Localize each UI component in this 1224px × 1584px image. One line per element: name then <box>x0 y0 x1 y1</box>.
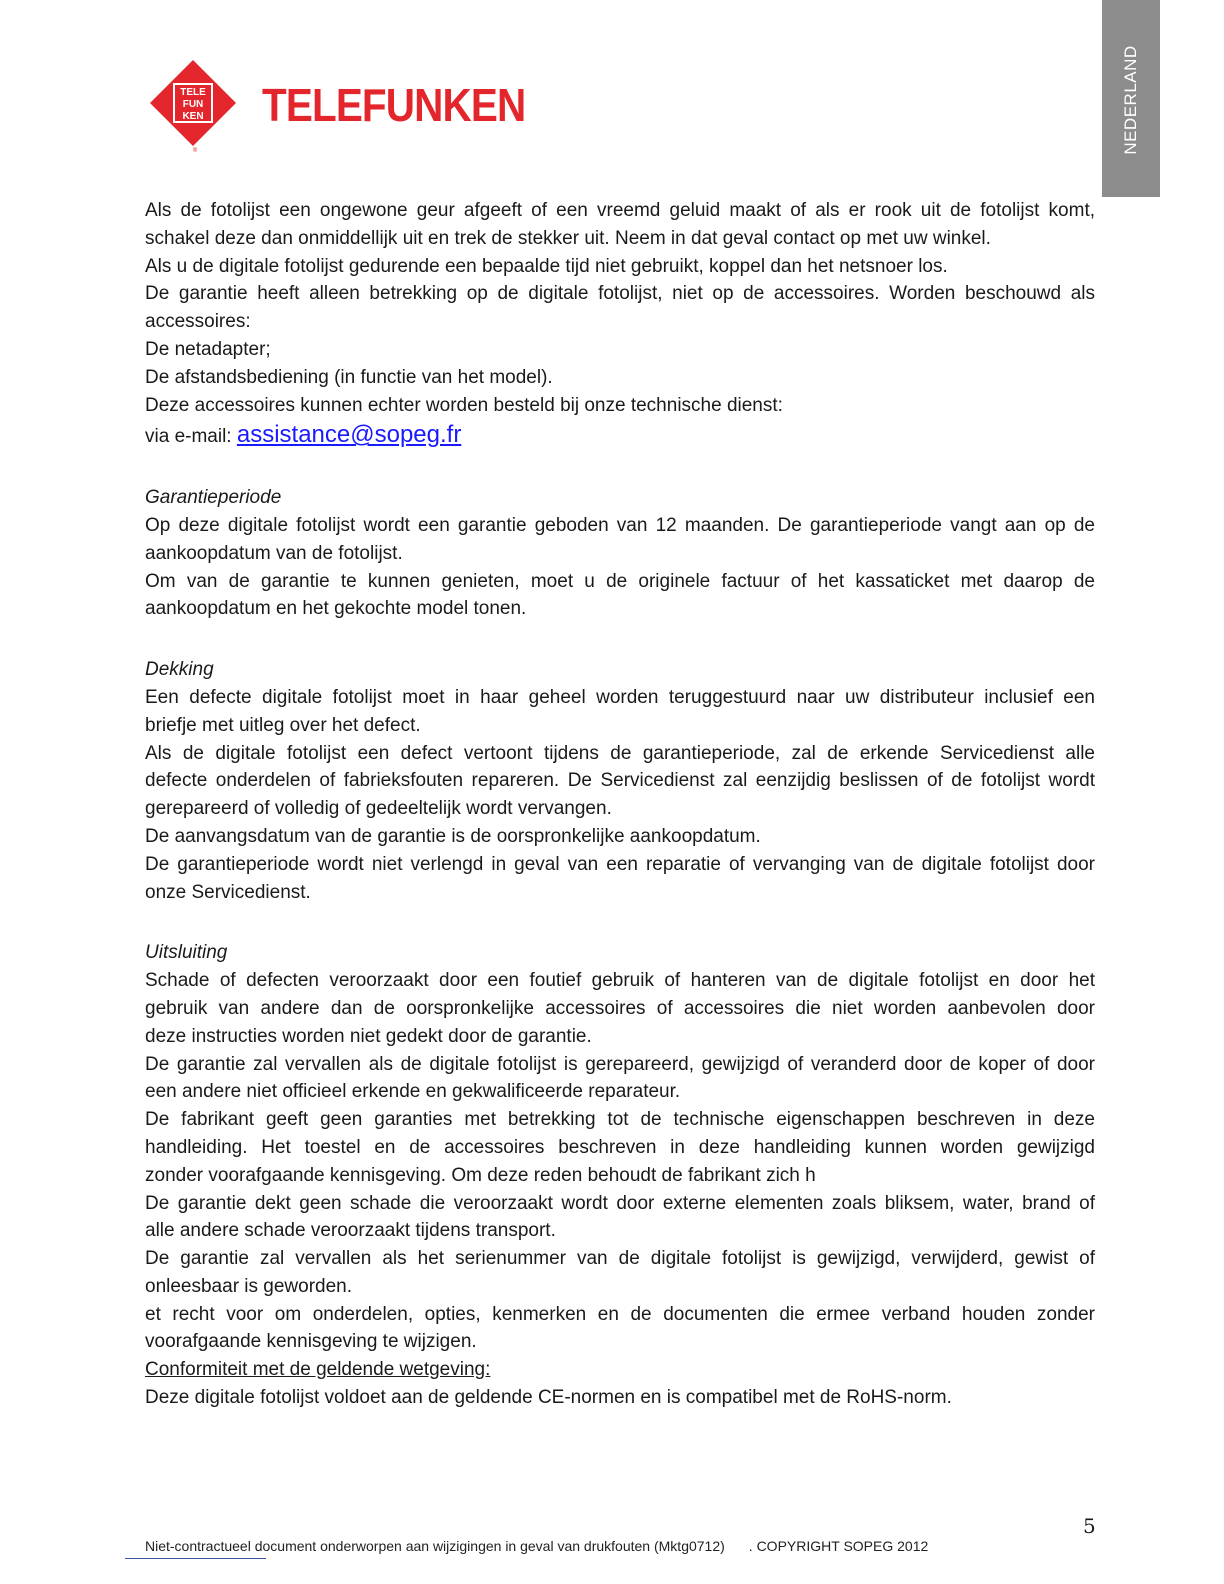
text-line: De afstandsbediening (in functie van het model). <box>145 366 553 388</box>
email-label: via e-mail: <box>145 426 237 448</box>
text-line: gebruik van andere dan de oorspronkelijke accessoires of accessoires die niet worden aanbevolen door <box>145 997 1095 1019</box>
footer-rule <box>125 1558 266 1559</box>
email-line <box>145 421 1095 451</box>
footer-disclaimer: Niet-contractueel document onderworpen aan wijzigingen in geval van drukfouten (Mktg0712) <box>145 1538 725 1554</box>
text-line: deze instructies worden niet gedekt door de garantie. <box>145 1025 592 1047</box>
text-line: gerepareerd of volledig of gedeeltelijk wordt vervangen. <box>145 798 612 820</box>
text-line: zonder voorafgaande kennisgeving. Om deze reden behoudt de fabrikant zich h <box>145 1164 816 1186</box>
text-line: een andere niet officieel erkende en gekwalificeerde reparateur. <box>145 1081 681 1103</box>
text-line: De fabrikant geeft geen garanties met betrekking tot de technische eigenschappen beschreven in deze <box>145 1109 1095 1131</box>
text-line: De garantie zal vervallen als de digitale fotolijst is gerepareerd, gewijzigd of veranderd door de koper of door <box>145 1053 1095 1075</box>
text-line: Als u de digitale fotolijst gedurende een bepaalde tijd niet gebruikt, koppel dan het netsnoer los. <box>145 255 948 277</box>
svg-text:FUN: FUN <box>182 99 204 110</box>
text-line: briefje met uitleg over het defect. <box>145 714 421 736</box>
text-line: onze Servicedienst. <box>145 881 311 903</box>
email-link[interactable]: assistance@sopeg.fr <box>236 421 462 449</box>
text-line: De garantie heeft alleen betrekking op de digitale fotolijst, niet op de accessoires. Worden beschouwd als <box>145 283 1095 305</box>
conformity-heading: Conformiteit met de geldende wetgeving: <box>145 1359 491 1381</box>
text-line: accessoires: <box>145 311 251 333</box>
text-line: aankoopdatum van de fotolijst. <box>145 542 403 564</box>
text-line: voorafgaande kennisgeving te wijzigen. <box>145 1331 477 1353</box>
language-tab <box>1102 0 1160 197</box>
text-line: De garantieperiode wordt niet verlengd in geval van een reparatie of vervanging van de digitale fotolijst door <box>145 853 1095 875</box>
text-line: schakel deze dan onmiddellijk uit en trek de stekker uit. Neem in dat geval contact op met uw winkel. <box>145 227 991 249</box>
svg-text:®: ® <box>192 148 198 154</box>
text-line: alle andere schade veroorzaakt tijdens transport. <box>145 1220 556 1242</box>
text-line: De garantie dekt geen schade die veroorzaakt wordt door externe elementen zoals bliksem, water, brand of <box>145 1192 1095 1214</box>
svg-text:KEN: KEN <box>182 111 204 122</box>
conformity-text: Deze digitale fotolijst voldoet aan de geldende CE-normen en is compatibel met de RoHS-norm. <box>145 1387 952 1409</box>
text-line: Een defecte digitale fotolijst moet in haar geheel worden teruggestuurd naar uw distributeur inclusief een <box>145 686 1095 708</box>
emblem-line: TELE <box>180 87 206 98</box>
text-line: Deze accessoires kunnen echter worden besteld bij onze technische dienst: <box>145 394 783 416</box>
text-line: defecte onderdelen of fabrieksfouten repareren. De Servicedienst zal eenzijdig beslissen of de fotolijst wordt <box>145 770 1095 792</box>
text-line: De aanvangsdatum van de garantie is de oorspronkelijke aankoopdatum. <box>145 825 761 847</box>
text-line: Als de fotolijst een ongewone geur afgeeft of een vreemd geluid maakt of als er rook uit de fotolijst komt, <box>145 200 1095 221</box>
text-line: De garantie zal vervallen als het serienummer van de digitale fotolijst is gewijzigd, verwijderd, gewist of <box>145 1248 1095 1270</box>
text-line: Als de digitale fotolijst een defect vertoont tijdens de garantieperiode, zal de erkende Servicedienst alle <box>145 742 1095 764</box>
text-line: onleesbaar is geworden. <box>145 1275 353 1297</box>
text-line: aankoopdatum en het gekochte model tonen. <box>145 598 527 620</box>
section-heading: Uitsluiting <box>145 942 228 964</box>
page-number: 5 <box>1083 1514 1096 1538</box>
brand-name: TELEFUNKEN <box>262 79 526 131</box>
text-line: Schade of defecten veroorzaakt door een foutief gebruik of hanteren van de digitale fotolijst en door het <box>145 970 1095 992</box>
text-line: Op deze digitale fotolijst wordt een garantie geboden van 12 maanden. De garantieperiode vangt aan op de <box>145 514 1095 536</box>
text-line: handleiding. Het toestel en de accessoires beschreven in deze handleiding kunnen worden gewijzigd <box>145 1136 1095 1158</box>
text-line: De netadapter; <box>145 338 271 360</box>
document-body <box>145 197 1095 1412</box>
text-line: Om van de garantie te kunnen genieten, moet u de originele factuur of het kassaticket met daarop de <box>145 570 1095 592</box>
section-heading: Dekking <box>145 659 214 681</box>
footer-copyright: . COPYRIGHT SOPEG 2012 <box>748 1538 929 1554</box>
footer <box>145 1538 928 1554</box>
language-tab-label: NEDERLAND <box>1121 45 1140 155</box>
text-line: et recht voor om onderdelen, opties, kenmerken en de documenten die ermee verband houden zonder <box>145 1303 1095 1325</box>
section-heading: Garantieperiode <box>145 487 282 509</box>
